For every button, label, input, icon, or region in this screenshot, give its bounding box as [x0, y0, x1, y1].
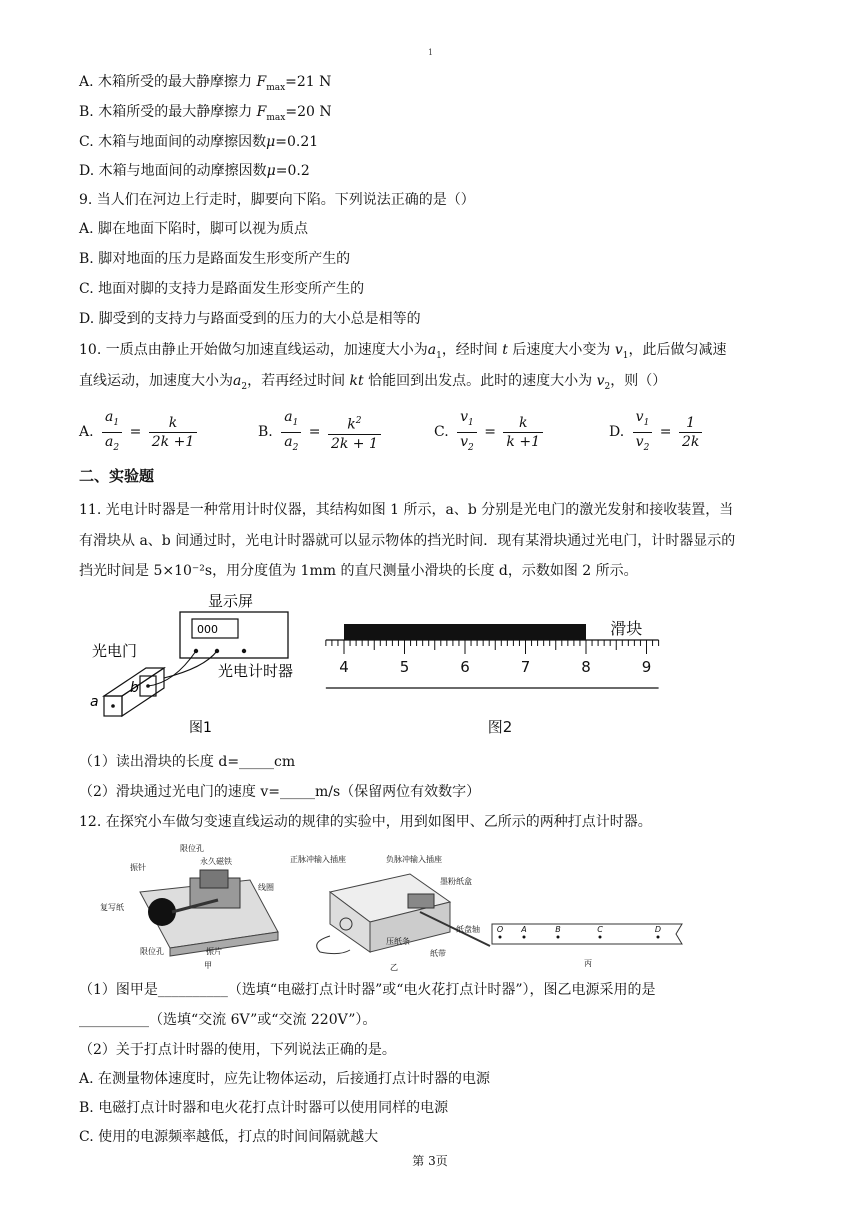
slider-label: 滑块 [610, 619, 643, 638]
fig1-display-digits: 000 [197, 623, 218, 636]
tape-point-label: C [597, 925, 603, 934]
jia-label-coil: 线圈 [258, 883, 274, 892]
yi-label-clamp: 压纸条 [386, 937, 410, 946]
q9-option-b: B. 脚对地面的压力是路面发生形变所产生的 [79, 251, 351, 267]
tape-dot [557, 936, 560, 939]
q10-stem-line1: 10. 一质点由静止开始做匀加速直线运动，加速度大小为$a_1$，经时间 t 后速度大小变为 $v_1$，此后做匀减速 [79, 342, 727, 361]
bing-caption: 丙 [584, 959, 592, 968]
jia-label-vibrator: 振片 [206, 947, 222, 956]
q12-line1: 12. 在探究小车做匀变速直线运动的规律的实验中，用到如图甲、乙所示的两种打点计时器。 [79, 814, 652, 830]
jia-label-magnet: 永久磁铁 [200, 857, 232, 866]
q12-sub1-line1: （1）图甲是__________（选填“电磁打点计时器”或“电火花打点计时器”），图乙电源采用的是 [79, 982, 656, 998]
figure-bing-tape [488, 918, 688, 974]
q12-sub1-line2: __________（选填“交流 6V”或“交流 220V”）。 [79, 1012, 377, 1028]
tape-dot [499, 936, 502, 939]
ruler-tick-label: 7 [520, 658, 531, 676]
q9-option-a: A. 脚在地面下陷时，脚可以视为质点 [79, 221, 309, 237]
q10-option-d: D. $\frac{v_1}{v_2}$ = $\frac{1}{2k}$ [609, 408, 702, 457]
slider-block [344, 624, 586, 640]
page-footer: 第 3页 [412, 1154, 448, 1168]
jia-label-limit-hole-top: 限位孔 [180, 844, 204, 853]
fig1-b-label: b [130, 680, 139, 696]
fig1-timer-label: 光电计时器 [218, 662, 294, 680]
yi-label-tape: 纸带 [430, 949, 446, 958]
yi-label-negative-socket: 负脉冲输入插座 [386, 855, 442, 864]
ruler-tick-label: 5 [399, 658, 410, 676]
q8-option-c: C. 木箱与地面间的动摩擦因数μ=0.21 [79, 134, 319, 150]
q10-option-b: B. $\frac{a_1}{a_2}$ = $\frac{k^2}{2k + 1}$ [258, 408, 381, 457]
q11-line2: 有滑块从 a、b 间通过时，光电计时器就可以显示物体的挡光时间．现有某滑块通过光电门，计时器显示的 [79, 533, 736, 549]
tape-point-label: O [496, 925, 504, 934]
yi-caption: 乙 [390, 963, 398, 972]
page-top-mark: 1 [428, 48, 434, 57]
section-heading-experiments: 二、实验题 [79, 467, 155, 485]
q10-option-c: C. $\frac{v_1}{v_2}$ = $\frac{k}{k +1}$ [434, 408, 543, 457]
fig2-caption: 图2 [487, 718, 513, 736]
q11-sub1: （1）读出滑块的长度 d=_____cm [79, 754, 296, 770]
fig1-gate-label: 光电门 [92, 642, 138, 660]
figure-yi-spark-timer [290, 852, 500, 972]
fig1-a-label: a [90, 694, 99, 710]
q12-sub2: （2）关于打点计时器的使用，下列说法正确的是。 [79, 1042, 396, 1058]
ruler-tick-label: 9 [641, 658, 652, 676]
tape-point-label: A [521, 925, 527, 934]
q9-stem: 9. 当人们在河边上行走时，脚要向下陷。下列说法正确的是（） [79, 192, 475, 208]
jia-label-carbon-paper: 复写纸 [100, 903, 124, 912]
yi-label-positive-socket: 正脉冲输入插座 [290, 855, 346, 864]
q10-option-a: A. $\frac{a_1}{a_2}$ = $\frac{k}{2k +1}$ [79, 408, 197, 457]
jia-label-needle: 振针 [130, 863, 146, 872]
tape-dot [599, 936, 602, 939]
fig1-caption: 图1 [189, 720, 212, 736]
q8-option-b: B. 木箱所受的最大静摩擦力 $F_{max}=20$ N [79, 104, 332, 123]
q12-option-b: B. 电磁打点计时器和电火花打点计时器可以使用同样的电源 [79, 1100, 449, 1116]
yi-label-reel-shaft: 纸盘轴 [456, 925, 480, 934]
jia-label-limit-hole-bottom: 限位孔 [140, 947, 164, 956]
tape-point-label: D [654, 925, 662, 934]
figure-2-ruler [300, 612, 680, 738]
q9-option-c: C. 地面对脚的支持力是路面发生形变所产生的 [79, 281, 365, 297]
q11-line1: 11. 光电计时器是一种常用计时仪器，其结构如图 1 所示，a、b 分别是光电门的激光发射和接收装置，当 [79, 502, 734, 518]
tape-dot [523, 936, 526, 939]
figure-1-photogate [84, 588, 324, 738]
ruler-tick-label: 6 [460, 658, 470, 676]
q12-option-c: C. 使用的电源频率越低，打点的时间间隔就越大 [79, 1129, 379, 1145]
ruler-tick-label: 8 [581, 658, 591, 676]
q8-option-d: D. 木箱与地面间的动摩擦因数μ=0.2 [79, 163, 310, 179]
yi-label-toner-box: 墨粉纸盒 [440, 877, 472, 886]
figure-jia-electromagnetic-timer [100, 842, 280, 972]
q12-option-a: A. 在测量物体速度时，应先让物体运动，后接通打点计时器的电源 [79, 1071, 491, 1087]
tape-dot [657, 936, 660, 939]
jia-caption: 甲 [204, 961, 212, 970]
q11-sub2: （2）滑块通过光电门的速度 v=_____m/s（保留两位有效数字） [79, 784, 481, 800]
q8-option-a: A. 木箱所受的最大静摩擦力 $F_{max}=21$ N [79, 74, 332, 93]
ruler-tick-label: 4 [339, 658, 349, 676]
q11-line3: 挡光时间是 5×10⁻²s，用分度值为 1mm 的直尺测量小滑块的长度 d，示数如图 2 所示。 [79, 563, 638, 579]
fig1-screen-label: 显示屏 [208, 592, 254, 610]
tape-point-label: B [555, 925, 561, 934]
q10-stem-line2: 直线运动，加速度大小为$a_2$，若再经过时间 kt 恰能回到出发点。此时的速度大小为 $v_2$，则（） [79, 373, 667, 392]
q9-option-d: D. 脚受到的支持力与路面受到的压力的大小总是相等的 [79, 311, 421, 327]
